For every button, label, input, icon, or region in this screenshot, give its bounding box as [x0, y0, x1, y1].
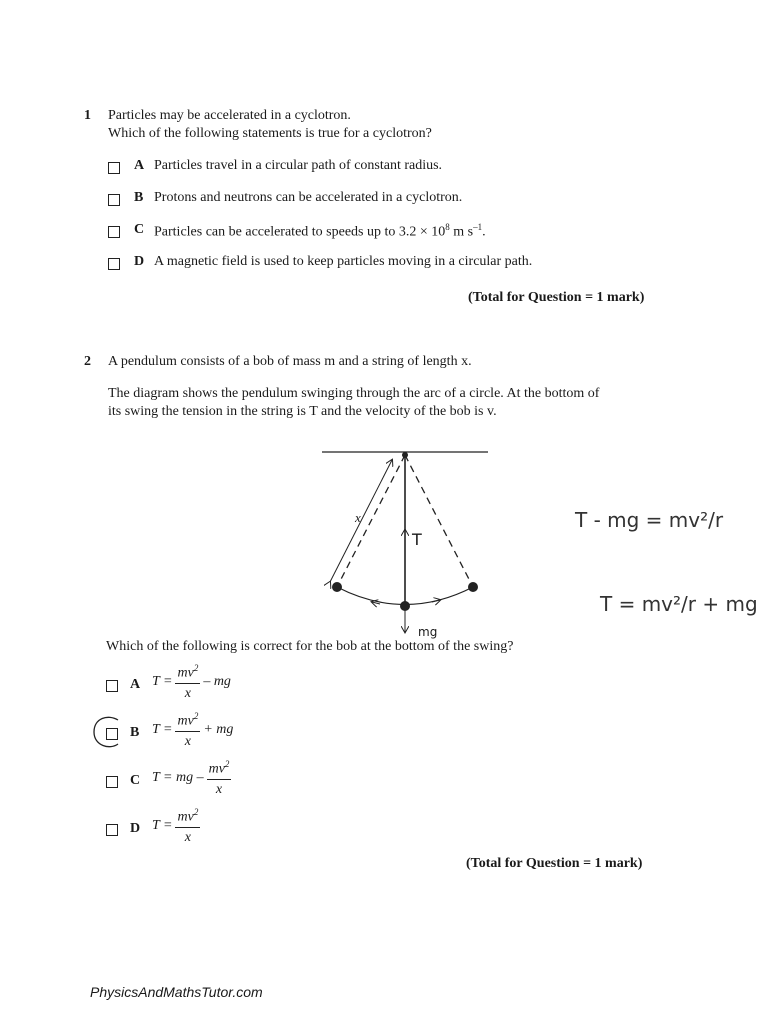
- question-1-stem-line1: Particles may be accelerated in a cyclotron.: [108, 108, 351, 123]
- length-arrow: [330, 460, 392, 582]
- question-1-number: 1: [84, 108, 91, 123]
- option-text: Protons and neutrons can be accelerated in a cyclotron.: [154, 190, 463, 205]
- option-letter: C: [130, 773, 141, 788]
- diagram-label-weight: mg: [418, 625, 438, 639]
- option-letter: B: [130, 725, 140, 740]
- bob-right: [468, 582, 478, 592]
- option-text: A magnetic field is used to keep particles moving in a circular path.: [154, 254, 533, 269]
- option-letter: B: [134, 190, 144, 205]
- selection-circle: [90, 714, 126, 752]
- answer-checkbox[interactable]: [106, 680, 118, 692]
- option-letter: C: [134, 222, 145, 237]
- right-dashed-string: [405, 455, 473, 587]
- question-2-number: 2: [84, 354, 91, 369]
- option-formula: T = $\frac{mv^2}{x}$ – mg: [152, 663, 231, 701]
- handwritten-equation-2: T = mv²/r + mg: [600, 592, 758, 616]
- answer-checkbox[interactable]: [106, 824, 118, 836]
- option-letter: A: [134, 158, 145, 173]
- option-formula: T = $\frac{mv^2}{x}$: [152, 807, 199, 845]
- bob-left: [332, 582, 342, 592]
- question-1-stem-line2: Which of the following statements is true for a cyclotron?: [108, 126, 432, 141]
- option-formula: T = $\frac{mv^2}{x}$ + mg: [152, 711, 234, 749]
- question-1-total: (Total for Question = 1 mark): [468, 290, 645, 305]
- option-letter: D: [134, 254, 145, 269]
- question-2-total: (Total for Question = 1 mark): [466, 856, 643, 871]
- question-2-stem: A pendulum consists of a bob of mass m and a string of length x.: [108, 354, 472, 369]
- bob-bottom: [400, 601, 410, 611]
- answer-checkbox[interactable]: [106, 776, 118, 788]
- option-letter: D: [130, 821, 141, 836]
- option-text: Particles can be accelerated to speeds up to $3.2 \times 10^8$ m $s^{-1}$.: [154, 222, 486, 240]
- option-formula: T = mg – $\frac{mv^2}{x}$: [152, 759, 230, 797]
- question-2-paragraph-line2: its swing the tension in the string is T and the velocity of the bob is v.: [108, 404, 497, 419]
- diagram-label-tension: T: [412, 530, 422, 549]
- option-text: Particles travel in a circular path of constant radius.: [154, 158, 443, 173]
- footer-site-name: PhysicsAndMathsTutor.com: [90, 984, 263, 1000]
- question-2-paragraph-line1: The diagram shows the pendulum swinging through the arc of a circle. At the bottom of: [108, 386, 600, 401]
- option-letter: A: [130, 677, 141, 692]
- handwritten-equation-1: T - mg = mv²/r: [575, 508, 724, 532]
- diagram-label-x: x: [355, 510, 361, 525]
- left-dashed-string: [337, 455, 405, 587]
- question-2-prompt: Which of the following is correct for the bob at the bottom of the swing?: [106, 639, 514, 654]
- pivot-point: [402, 452, 408, 458]
